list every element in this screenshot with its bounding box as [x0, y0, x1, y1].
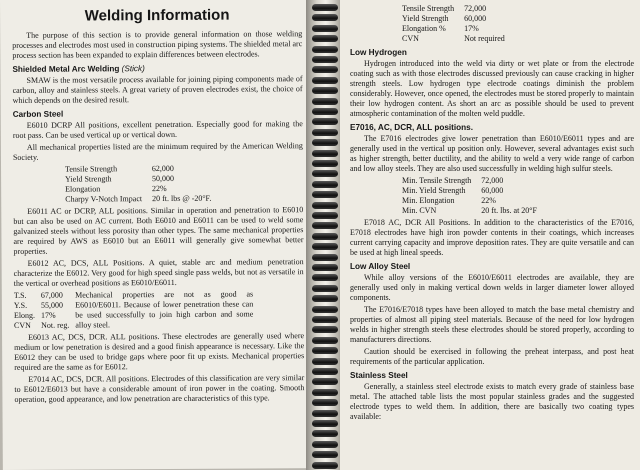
binding-coil — [312, 347, 338, 354]
e7014-paragraph: E7014 AC, DCS, DCR. All positions. Electrodes of this classification are very similar to E6012/E6013 but have a considerable amount of iron power in the coating. Smooth operation, good appearance, and low penetration are characteristics of this type. — [14, 373, 305, 404]
e6011-paragraph: E6011 AC or DCRP, ALL positions. Similar in operation and penetration to E6010 but can also be used on AC current. Both E6010 and E6011 can be used to weld some galvanized steels without less porosity than other types. The same mechanical properties are required by AWS as E6010 but an E6011 will generally give somewhat better properties. — [13, 205, 304, 256]
low-alloy-paragraph-3: Caution should be exercised in following the preheat interpass, and post heat requirements of the particular application. — [350, 347, 634, 366]
prop-label: Tensile Strength — [65, 164, 118, 174]
e6012-properties-description: Mechanical properties are not as good as E6010/E6011. Because of lower penetration these can be used successfully to join high carbon and some alloy steel. — [75, 289, 254, 330]
binding-coil — [312, 326, 338, 333]
prop-label: Tensile Strength — [402, 4, 455, 13]
low-alloy-paragraph-2: The E7016/E7018 types have been alloyed to match the base metal chemistry and properties of almost all piping steel materials. Because of the need for low hydrogen welds in higher strength steels these electrodes should be stored properly, according to manufacturers directions. — [350, 305, 634, 344]
binding-coil — [312, 35, 338, 42]
prop-label: CVN — [402, 34, 419, 43]
binding-coil — [312, 222, 338, 229]
table-row — [14, 321, 75, 331]
table-row — [402, 186, 547, 196]
table-row — [402, 196, 547, 206]
prop-value: 20 ft. lbs @ -20°F. — [152, 193, 212, 204]
low-hydrogen-heading: Low Hydrogen — [350, 48, 407, 57]
prop-value: 50,000 — [151, 173, 174, 184]
prop-value: 60,000 — [464, 14, 487, 23]
binding-coil — [312, 410, 338, 417]
binding-coil — [312, 233, 338, 240]
table-row — [402, 14, 515, 24]
binding-coil — [312, 295, 338, 302]
prop-value: 17% — [41, 310, 56, 320]
table-row — [402, 206, 547, 216]
binding-coil — [312, 46, 338, 53]
prop-value: Not required — [464, 34, 505, 43]
prop-label: Min. Elongation — [402, 196, 455, 205]
prop-label: Yield Strength — [402, 14, 449, 23]
binding-coil — [312, 139, 338, 146]
prop-value: 22% — [481, 196, 496, 205]
binding-coil — [312, 170, 338, 177]
binding-coil — [312, 368, 338, 375]
stainless-steel-heading: Stainless Steel — [350, 371, 408, 380]
prop-label: Min. Yield Strength — [402, 186, 466, 195]
binding-coil — [312, 56, 338, 63]
table-row — [14, 311, 75, 321]
binding-coil — [312, 243, 338, 250]
e6013-paragraph: E6013 AC, DCS, DCR. ALL positions. These electrodes are generally used where medium or low penetration is desired and a good finish appearance is necessary. Like the E6012 they can be used to bridge gaps where poor fit up exists. Mechanical properties required are the same as for E6012. — [14, 331, 305, 372]
table-row — [402, 24, 515, 34]
binding-coil — [312, 430, 338, 437]
binding-coil — [312, 108, 338, 115]
smaw-paragraph: SMAW is the most versatile process available for joining piping components made of carbon, alloy and stainless steels. A great variety of proven electrodes exist, the choice of which depends on the desired result. — [12, 74, 303, 105]
binding-coil — [312, 160, 338, 167]
binding-coil — [312, 358, 338, 365]
binding-coil — [312, 378, 338, 385]
stainless-steel-paragraph: Generally, a stainless steel electrode exists to match every grade of stainless base metal. The attached table lists the most popular stainless grades and the suggested electrode types to weld them. In addition, there are basically two coating types available: — [350, 382, 634, 421]
table-row — [14, 301, 75, 311]
prop-label: Elongation — [65, 184, 101, 194]
e7018-paragraph: E7018 AC, DCR All Positions. In addition to the characteristics of the E7016, E7018 electrodes have high iron powder contents in their coatings, which increases current carrying capacity and improve deposition rates. They are quite versatile and can be used at high lineal speeds. — [350, 218, 634, 257]
e6010-props-paragraph: All mechanical properties listed are the minimum required by the American Welding Society. — [12, 141, 303, 162]
e6012-properties-block — [14, 289, 304, 331]
e6010-paragraph: E6010 DCRP All positions, excellent penetration. Especially good for making the root pass. Can be used vertical up or vertical down. — [12, 119, 303, 140]
prop-label: Elong. — [13, 310, 36, 320]
low-alloy-heading: Low Alloy Steel — [350, 262, 411, 271]
prop-label: T.S. — [13, 290, 27, 300]
binding-coil — [312, 14, 338, 21]
prop-label: Yield Strength — [65, 174, 112, 184]
prop-label: CVN — [13, 320, 31, 330]
binding-coil — [312, 98, 338, 105]
prop-value: 72,000 — [481, 176, 504, 185]
e7014-properties-table — [402, 4, 515, 44]
binding-coil — [312, 202, 338, 209]
binding-coil — [312, 77, 338, 84]
prop-label: Y.S. — [13, 300, 28, 310]
prop-value: 60,000 — [481, 186, 504, 195]
left-page — [0, 0, 311, 470]
table-row — [402, 4, 515, 14]
binding-coil — [312, 316, 338, 323]
binding-coil — [312, 264, 338, 271]
prop-value: Not. reg. — [41, 320, 70, 330]
binding-coil — [312, 399, 338, 406]
table-row — [14, 291, 75, 301]
low-alloy-paragraph-1: While alloy versions of the E6010/E6011 electrodes are available, they are generally used only in making vertical down welds in larger diameter lower alloyed components. — [350, 273, 634, 302]
binding-coil — [312, 191, 338, 198]
intro-paragraph: The purpose of this section is to provide general information on those welding processes and electrodes most used in construction piping systems. The shielded metal arc process section has been expanded to explain differences between electrodes. — [12, 29, 303, 60]
table-row — [402, 34, 515, 44]
binding-coil — [312, 87, 338, 94]
binding-coil — [312, 306, 338, 313]
binding-coil — [312, 285, 338, 292]
e6012-properties-table — [14, 291, 76, 331]
prop-value: 72,000 — [464, 4, 487, 13]
e6010-properties-table — [65, 164, 221, 205]
low-hydrogen-paragraph: Hydrogen introduced into the weld via dirty or wet plate or from the electrode coating such as with those electrodes discussed previously can cause cracking in higher strength steels. Low hydrogen type electrode coatings diminish the problem considerably. However, once opened, the electrodes must be stored properly to maintain their low hydrogen content. As short an arc as possible should be used to prevent atmospheric contamination of the molten weld puddle. — [350, 59, 634, 118]
carbon-steel-heading: Carbon Steel — [12, 109, 64, 119]
table-row — [65, 194, 221, 205]
e6012-paragraph: E6012 AC, DCS, ALL Positions. A quiet, stable arc and medium penetration characterize the E6012. Very good for high speed single pass welds, but not as versatile in the vertical or overhead positions as E6010/E6011. — [13, 257, 304, 288]
e7016-paragraph: The E7016 electrodes give lower penetration than E6010/E6011 types and are generally used in the vertical up position only. However, several advantages exist such as higher strength, better ductility, and the ability to weld a very wide range of carbon and low alloy steels. They are also used successfully in welding high sulfur steels. — [350, 134, 634, 173]
binding-coil — [312, 337, 338, 344]
binding-coil — [312, 118, 338, 125]
smaw-heading-italic: (Stick) — [121, 64, 145, 74]
e7016-heading: E7016, AC, DCR, ALL positions. — [350, 123, 473, 132]
prop-value: 55,000 — [40, 300, 64, 310]
prop-value: 20 ft. lbs. at 20°F — [481, 206, 537, 215]
smaw-heading — [12, 63, 302, 74]
binding-coil — [312, 420, 338, 427]
binding-coil — [312, 274, 338, 281]
prop-value: 22% — [152, 183, 167, 194]
prop-value: 67,000 — [40, 290, 63, 300]
binding-coil — [312, 212, 338, 219]
binding-coil — [312, 25, 338, 32]
binding-coil — [312, 129, 338, 136]
binding-coil — [312, 389, 338, 396]
binding-coil — [312, 181, 338, 188]
binding-coil — [312, 254, 338, 261]
prop-label: Min. Tensile Strength — [402, 176, 472, 185]
prop-label: Elongation % — [402, 24, 446, 33]
table-row — [402, 176, 547, 186]
prop-label: Charpy V-Notch Impact — [65, 194, 143, 204]
binding-coil — [312, 4, 338, 11]
prop-label: Min. CVN — [402, 206, 437, 215]
e7016-properties-table — [402, 176, 547, 216]
binding-coil — [312, 150, 338, 157]
right-page — [340, 0, 640, 470]
prop-value: 62,000 — [151, 163, 174, 174]
binding-coil — [312, 66, 338, 73]
binding-coil — [312, 441, 338, 448]
page-title: Welding Information — [84, 6, 230, 25]
binding-coil — [312, 451, 338, 458]
prop-value: 17% — [464, 24, 479, 33]
binding-coil — [312, 462, 338, 469]
smaw-heading-text: Shielded Metal Arc Welding — [12, 64, 120, 74]
